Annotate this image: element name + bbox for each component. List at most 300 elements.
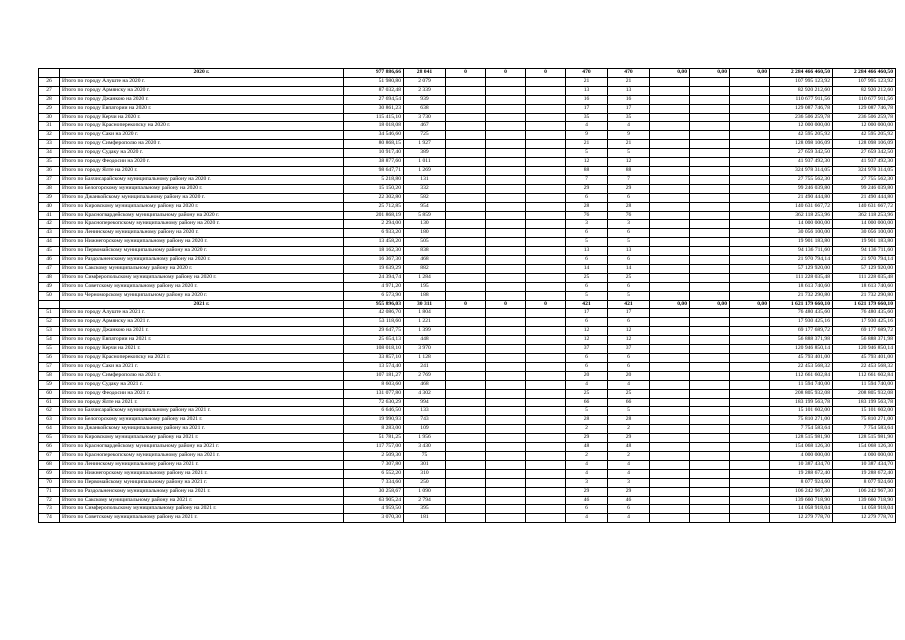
cell-area: 4 959,50 (344, 505, 404, 514)
cell-col-6 (486, 380, 526, 389)
cell-row-name: Итого по Симферопольскому муниципальному району на 2020 г. (60, 273, 344, 282)
cell-cost-b (690, 256, 730, 265)
cell-row-number: 60 (39, 389, 60, 398)
cell-col-6 (486, 104, 526, 113)
cell-cost-c (730, 229, 770, 238)
cell-area: 6 646,50 (344, 407, 404, 416)
cell-row-name: Итого по городу Джанкою на 2021 г. (60, 327, 344, 336)
cell-houses-count: 6 (566, 354, 608, 363)
cell-row-name: Итого по Нижнегорскому муниципальному району на 2020 г. (60, 238, 344, 247)
cell-cost-a (650, 443, 690, 452)
cell-houses-count-total: 2 (608, 451, 650, 460)
cell-cost-a (650, 514, 690, 523)
cell-cost-a (650, 229, 690, 238)
cell-col-7 (526, 345, 566, 354)
cell-cost-c (730, 95, 770, 104)
cell-area: 53 118,60 (344, 318, 404, 327)
cell-cost-c (730, 318, 770, 327)
cell-total-cost-all: 120 946 850,14 (833, 345, 896, 354)
cell-area: 30 258,67 (344, 487, 404, 496)
cell-row-number: 44 (39, 238, 60, 247)
cell-col-5 (446, 460, 486, 469)
cell-residents: 638 (404, 104, 446, 113)
cell-houses-count-total: 17 (608, 309, 650, 318)
cell-cost-a (650, 496, 690, 505)
cell-houses-count: 12 (566, 158, 608, 167)
cell-houses-count: 5 (566, 407, 608, 416)
cell-houses-count-total: 4 (608, 514, 650, 523)
cell-col-5 (446, 398, 486, 407)
cell-houses-count: 14 (566, 264, 608, 273)
cell-row-number: 54 (39, 336, 60, 345)
table-row (39, 487, 896, 496)
cell-houses-count-total: 28 (608, 416, 650, 425)
cell-col-7 (526, 104, 566, 113)
cell-col-5 (446, 362, 486, 371)
cell-cost-b (690, 247, 730, 256)
cell-cost-c (730, 487, 770, 496)
cell-total-cost: 15 101 602,00 (770, 407, 833, 416)
cell-cost-b (690, 211, 730, 220)
cell-col-5 (446, 354, 486, 363)
cell-houses-count-total: 6 (608, 354, 650, 363)
cell-houses-count-total: 37 (608, 345, 650, 354)
cell-row-number: 67 (39, 451, 60, 460)
cell-row-number: 51 (39, 309, 60, 318)
cell-row-name: Итого по Красноперекопскому муниципальному району на 2020 г. (60, 220, 344, 229)
cell-residents: 1 090 (404, 487, 446, 496)
cell-area: 98 647,71 (344, 166, 404, 175)
cell-cost-a (650, 371, 690, 380)
table-row (39, 211, 896, 220)
cell-row-name: Итого по городу Джанкою на 2020 г. (60, 95, 344, 104)
cell-cost-a (650, 104, 690, 113)
cell-row-number: 35 (39, 158, 60, 167)
cell-col-5 (446, 282, 486, 291)
cell-col-7 (526, 149, 566, 158)
cell-houses-count: 5 (566, 149, 608, 158)
cell-houses-count-total: 12 (608, 336, 650, 345)
table-row (39, 460, 896, 469)
cell-row-number: 39 (39, 193, 60, 202)
cell-col-6 (486, 451, 526, 460)
cell-total-cost: 75 810 271,00 (770, 416, 833, 425)
cell-houses-count-total: 29 (608, 184, 650, 193)
cell-row-number: 65 (39, 434, 60, 443)
cell-cost-a (650, 149, 690, 158)
cell-cost-a (650, 478, 690, 487)
cell-houses-count: 21 (566, 140, 608, 149)
cell-total-cost-all: 45 793 401,00 (833, 354, 896, 363)
cell-area: 13 458,20 (344, 238, 404, 247)
cell-area: 63 905,24 (344, 496, 404, 505)
cell-residents: 939 (404, 95, 446, 104)
cell-area: 6 933,20 (344, 229, 404, 238)
cell-cost-c (730, 131, 770, 140)
cell-area: 80 868,15 (344, 140, 404, 149)
table-row (39, 202, 896, 211)
cell-houses-count-total: 4 (608, 122, 650, 131)
cell-col-5: 0 (446, 69, 486, 78)
table-row (39, 77, 896, 86)
cell-area: 33 857,10 (344, 354, 404, 363)
cell-residents: 1 927 (404, 140, 446, 149)
cell-area: 107 181,27 (344, 371, 404, 380)
cell-total-cost-all: 183 199 563,78 (833, 398, 896, 407)
cell-col-7 (526, 282, 566, 291)
cell-houses-count: 12 (566, 336, 608, 345)
cell-col-7 (526, 505, 566, 514)
cell-residents: 130 (404, 220, 446, 229)
cell-houses-count: 12 (566, 327, 608, 336)
cell-row-number: 64 (39, 425, 60, 434)
table-row (39, 122, 896, 131)
cell-cost-c (730, 184, 770, 193)
cell-col-6: 0 (486, 69, 526, 78)
cell-cost-c (730, 122, 770, 131)
cell-residents: 2 794 (404, 496, 446, 505)
cell-cost-c (730, 380, 770, 389)
cell-col-6: 0 (486, 300, 526, 309)
cell-total-cost: 107 995 123,92 (770, 77, 833, 86)
cell-cost-c (730, 407, 770, 416)
document-page (38, 68, 896, 523)
table-total-row (39, 69, 896, 78)
cell-row-name: Итого по городу Красноперекопску на 2021 г. (60, 354, 344, 363)
table-row (39, 469, 896, 478)
cell-row-name: Итого по городу Феодосии на 2021 г. (60, 389, 344, 398)
table-row (39, 184, 896, 193)
table-row (39, 380, 896, 389)
cell-area: 30 861,23 (344, 104, 404, 113)
cell-cost-a (650, 327, 690, 336)
cell-total-cost: 129 087 746,78 (770, 104, 833, 113)
cell-houses-count-total: 13 (608, 86, 650, 95)
cell-cost-a (650, 291, 690, 300)
cell-houses-count-total: 6 (608, 229, 650, 238)
cell-cost-a (650, 407, 690, 416)
cell-row-name: Итого по Джанкойскому муниципальному району на 2020 г. (60, 193, 344, 202)
cell-total-cost: 111 228 035,48 (770, 273, 833, 282)
cell-row-name: Итого по городу Ялте на 2020 г. (60, 166, 344, 175)
cell-row-name: Итого по Кировскому муниципальному району на 2020 г. (60, 202, 344, 211)
cell-row-name: Итого по городу Феодосии на 2020 г. (60, 158, 344, 167)
table-row (39, 478, 896, 487)
cell-residents: 448 (404, 336, 446, 345)
cell-cost-b (690, 229, 730, 238)
cell-residents: 332 (404, 184, 446, 193)
table-row (39, 282, 896, 291)
cell-col-6 (486, 113, 526, 122)
cell-row-number: 42 (39, 220, 60, 229)
cell-col-6 (486, 443, 526, 452)
cell-col-7 (526, 158, 566, 167)
cell-col-7 (526, 460, 566, 469)
cell-total-cost: 12 000 000,00 (770, 122, 833, 131)
cell-row-name: 2020 г. (60, 69, 344, 78)
table-row (39, 229, 896, 238)
cell-row-number: 36 (39, 166, 60, 175)
cell-cost-b (690, 478, 730, 487)
cell-residents: 1 956 (404, 434, 446, 443)
cell-area: 977 886,66 (344, 69, 404, 78)
cell-total-cost-all: 324 978 314,05 (833, 166, 896, 175)
cell-row-name: Итого по городу Красноперекопску на 2020 г. (60, 122, 344, 131)
cell-row-name: Итого по Кировскому муниципальному району на 2021 г. (60, 434, 344, 443)
cell-houses-count-total: 21 (608, 140, 650, 149)
cell-cost-c (730, 389, 770, 398)
cell-total-cost: 41 937 492,30 (770, 158, 833, 167)
cell-row-name: Итого по Нижнегорскому муниципальному району на 2021 г. (60, 469, 344, 478)
cell-residents: 725 (404, 131, 446, 140)
cell-houses-count: 25 (566, 389, 608, 398)
cell-row-number: 40 (39, 202, 60, 211)
cell-cost-c (730, 273, 770, 282)
cell-row-number: 34 (39, 149, 60, 158)
cell-col-7 (526, 389, 566, 398)
table-row (39, 291, 896, 300)
cell-cost-b (690, 166, 730, 175)
table-row (39, 175, 896, 184)
cell-total-cost: 11 594 740,00 (770, 380, 833, 389)
cell-col-5 (446, 416, 486, 425)
cell-col-6 (486, 273, 526, 282)
cell-col-7 (526, 469, 566, 478)
table-row (39, 158, 896, 167)
cell-houses-count: 2 (566, 425, 608, 434)
cell-cost-b: 0,00 (690, 69, 730, 78)
cell-cost-b (690, 175, 730, 184)
cell-residents: 301 (404, 460, 446, 469)
cell-row-name: Итого по городу Саки на 2021 г. (60, 362, 344, 371)
cell-cost-b (690, 460, 730, 469)
cell-col-5 (446, 229, 486, 238)
cell-col-5 (446, 505, 486, 514)
cell-row-name: Итого по Красногвардейскому муниципальному району на 2021 г. (60, 443, 344, 452)
cell-cost-c (730, 149, 770, 158)
cell-row-name: Итого по городу Ялте на 2021 г. (60, 398, 344, 407)
cell-total-cost: 19 901 183,80 (770, 238, 833, 247)
cell-cost-c (730, 309, 770, 318)
cell-cost-b (690, 95, 730, 104)
cell-houses-count-total: 9 (608, 131, 650, 140)
cell-col-5 (446, 371, 486, 380)
cell-cost-b (690, 380, 730, 389)
cell-row-name: Итого по городу Алуште на 2021 г. (60, 309, 344, 318)
table-row (39, 86, 896, 95)
cell-total-cost: 17 930 425,16 (770, 318, 833, 327)
cell-row-number: 53 (39, 327, 60, 336)
cell-area: 201 868,19 (344, 211, 404, 220)
cell-houses-count-total: 3 (608, 220, 650, 229)
cell-houses-count: 48 (566, 443, 608, 452)
cell-area: 51 781,25 (344, 434, 404, 443)
table-row (39, 389, 896, 398)
cell-row-number: 68 (39, 460, 60, 469)
cell-row-name: Итого по городу Евпатории на 2021 г. (60, 336, 344, 345)
cell-row-name: Итого по городу Керчи на 2021 г. (60, 345, 344, 354)
cell-col-7 (526, 478, 566, 487)
cell-cost-c (730, 514, 770, 523)
cell-total-cost: 21 970 794,14 (770, 256, 833, 265)
cell-col-6 (486, 318, 526, 327)
cell-cost-c (730, 282, 770, 291)
cell-total-cost: 14 000 000,00 (770, 220, 833, 229)
cell-cost-c (730, 398, 770, 407)
cell-cost-c (730, 140, 770, 149)
cell-col-6 (486, 362, 526, 371)
cell-col-7 (526, 371, 566, 380)
cell-row-name: Итого по Раздольненскому муниципальному району на 2020 г. (60, 256, 344, 265)
cell-total-cost-all: 94 136 711,60 (833, 247, 896, 256)
cell-col-6 (486, 166, 526, 175)
cell-cost-c (730, 220, 770, 229)
cell-residents: 5 859 (404, 211, 446, 220)
cell-row-number: 50 (39, 291, 60, 300)
cell-col-6 (486, 425, 526, 434)
cell-col-7 (526, 229, 566, 238)
cell-row-name: Итого по городу Судаку на 2021 г. (60, 380, 344, 389)
cell-cost-b (690, 487, 730, 496)
cell-total-cost: 236 506 259,78 (770, 113, 833, 122)
cell-cost-a (650, 238, 690, 247)
cell-cost-b (690, 443, 730, 452)
cell-col-7 (526, 264, 566, 273)
cell-cost-a (650, 416, 690, 425)
cell-houses-count: 2 (566, 451, 608, 460)
cell-residents: 2 339 (404, 86, 446, 95)
table-row (39, 238, 896, 247)
cell-residents: 131 (404, 175, 446, 184)
cell-total-cost-all: 30 056 100,00 (833, 229, 896, 238)
cell-total-cost: 2 284 466 460,50 (770, 69, 833, 78)
cell-col-7 (526, 211, 566, 220)
cell-houses-count: 4 (566, 460, 608, 469)
cell-total-cost-all: 15 101 602,00 (833, 407, 896, 416)
cell-col-7 (526, 362, 566, 371)
cell-residents: 468 (404, 256, 446, 265)
cell-col-7 (526, 398, 566, 407)
cell-cost-a (650, 256, 690, 265)
cell-total-cost: 21 490 444,80 (770, 193, 833, 202)
cell-cost-a: 0,00 (650, 300, 690, 309)
cell-col-5 (446, 113, 486, 122)
cell-area: 19 639,29 (344, 264, 404, 273)
cell-col-6 (486, 86, 526, 95)
table-row (39, 371, 896, 380)
cell-cost-a (650, 273, 690, 282)
cell-residents: 389 (404, 149, 446, 158)
cell-total-cost-all: 236 506 259,78 (833, 113, 896, 122)
cell-total-cost-all: 2 284 466 460,50 (833, 69, 896, 78)
cell-row-name: Итого по городу Судаку на 2020 г. (60, 149, 344, 158)
cell-col-7 (526, 247, 566, 256)
cell-houses-count-total: 48 (608, 443, 650, 452)
cell-col-6 (486, 229, 526, 238)
cell-houses-count-total: 5 (608, 149, 650, 158)
cell-residents: 188 (404, 291, 446, 300)
cell-area: 18 018,08 (344, 122, 404, 131)
cell-cost-c (730, 175, 770, 184)
cell-houses-count: 6 (566, 505, 608, 514)
cell-total-cost: 110 677 911,56 (770, 95, 833, 104)
cell-residents: 75 (404, 451, 446, 460)
cell-cost-a (650, 211, 690, 220)
cell-col-5 (446, 247, 486, 256)
cell-area: 108 018,10 (344, 345, 404, 354)
cell-total-cost-all: 41 937 492,30 (833, 158, 896, 167)
cell-houses-count-total: 470 (608, 69, 650, 78)
cell-houses-count: 21 (566, 77, 608, 86)
cell-cost-b (690, 362, 730, 371)
table-row (39, 166, 896, 175)
cell-area: 6 573,90 (344, 291, 404, 300)
cell-total-cost-all: 128 515 981,90 (833, 434, 896, 443)
cell-cost-c (730, 362, 770, 371)
cell-houses-count-total: 6 (608, 505, 650, 514)
cell-col-7 (526, 220, 566, 229)
cell-col-5 (446, 291, 486, 300)
cell-row-name: Итого по Джанкойскому муниципальному району на 2021 г. (60, 425, 344, 434)
cell-col-6 (486, 211, 526, 220)
cell-houses-count: 4 (566, 514, 608, 523)
cell-col-6 (486, 309, 526, 318)
cell-houses-count-total: 25 (608, 389, 650, 398)
cell-houses-count: 13 (566, 247, 608, 256)
cell-col-7 (526, 318, 566, 327)
cell-col-7 (526, 238, 566, 247)
cell-area: 42 086,70 (344, 309, 404, 318)
cell-residents: 1 284 (404, 273, 446, 282)
cell-houses-count: 6 (566, 282, 608, 291)
cell-total-cost: 7 754 583,64 (770, 425, 833, 434)
cell-cost-c (730, 77, 770, 86)
cell-cost-c (730, 166, 770, 175)
cell-area: 18 162,30 (344, 247, 404, 256)
cell-area: 8 283,00 (344, 425, 404, 434)
cell-col-6 (486, 478, 526, 487)
cell-col-5 (446, 327, 486, 336)
cell-cost-a (650, 158, 690, 167)
cell-residents: 180 (404, 229, 446, 238)
cell-houses-count-total: 3 (608, 478, 650, 487)
cell-col-6 (486, 434, 526, 443)
cell-total-cost: 19 288 672,40 (770, 469, 833, 478)
cell-cost-c (730, 451, 770, 460)
cell-area: 51 980,80 (344, 77, 404, 86)
cell-col-5 (446, 158, 486, 167)
cell-cost-a (650, 469, 690, 478)
cell-cost-c (730, 478, 770, 487)
cell-row-name: Итого по городу Алуште на 2020 г. (60, 77, 344, 86)
cell-area: 131 077,80 (344, 389, 404, 398)
table-row (39, 336, 896, 345)
cell-col-6 (486, 175, 526, 184)
cell-col-7 (526, 434, 566, 443)
cell-cost-a (650, 505, 690, 514)
cell-total-cost-all: 140 631 667,72 (833, 202, 896, 211)
cell-cost-b (690, 434, 730, 443)
cell-row-number: 38 (39, 184, 60, 193)
cell-cost-b (690, 104, 730, 113)
cell-col-7 (526, 451, 566, 460)
table-row (39, 362, 896, 371)
cell-houses-count: 421 (566, 300, 608, 309)
cell-area: 25 654,13 (344, 336, 404, 345)
cell-area: 16 367,30 (344, 256, 404, 265)
cell-col-6 (486, 371, 526, 380)
cell-houses-count: 76 (566, 211, 608, 220)
